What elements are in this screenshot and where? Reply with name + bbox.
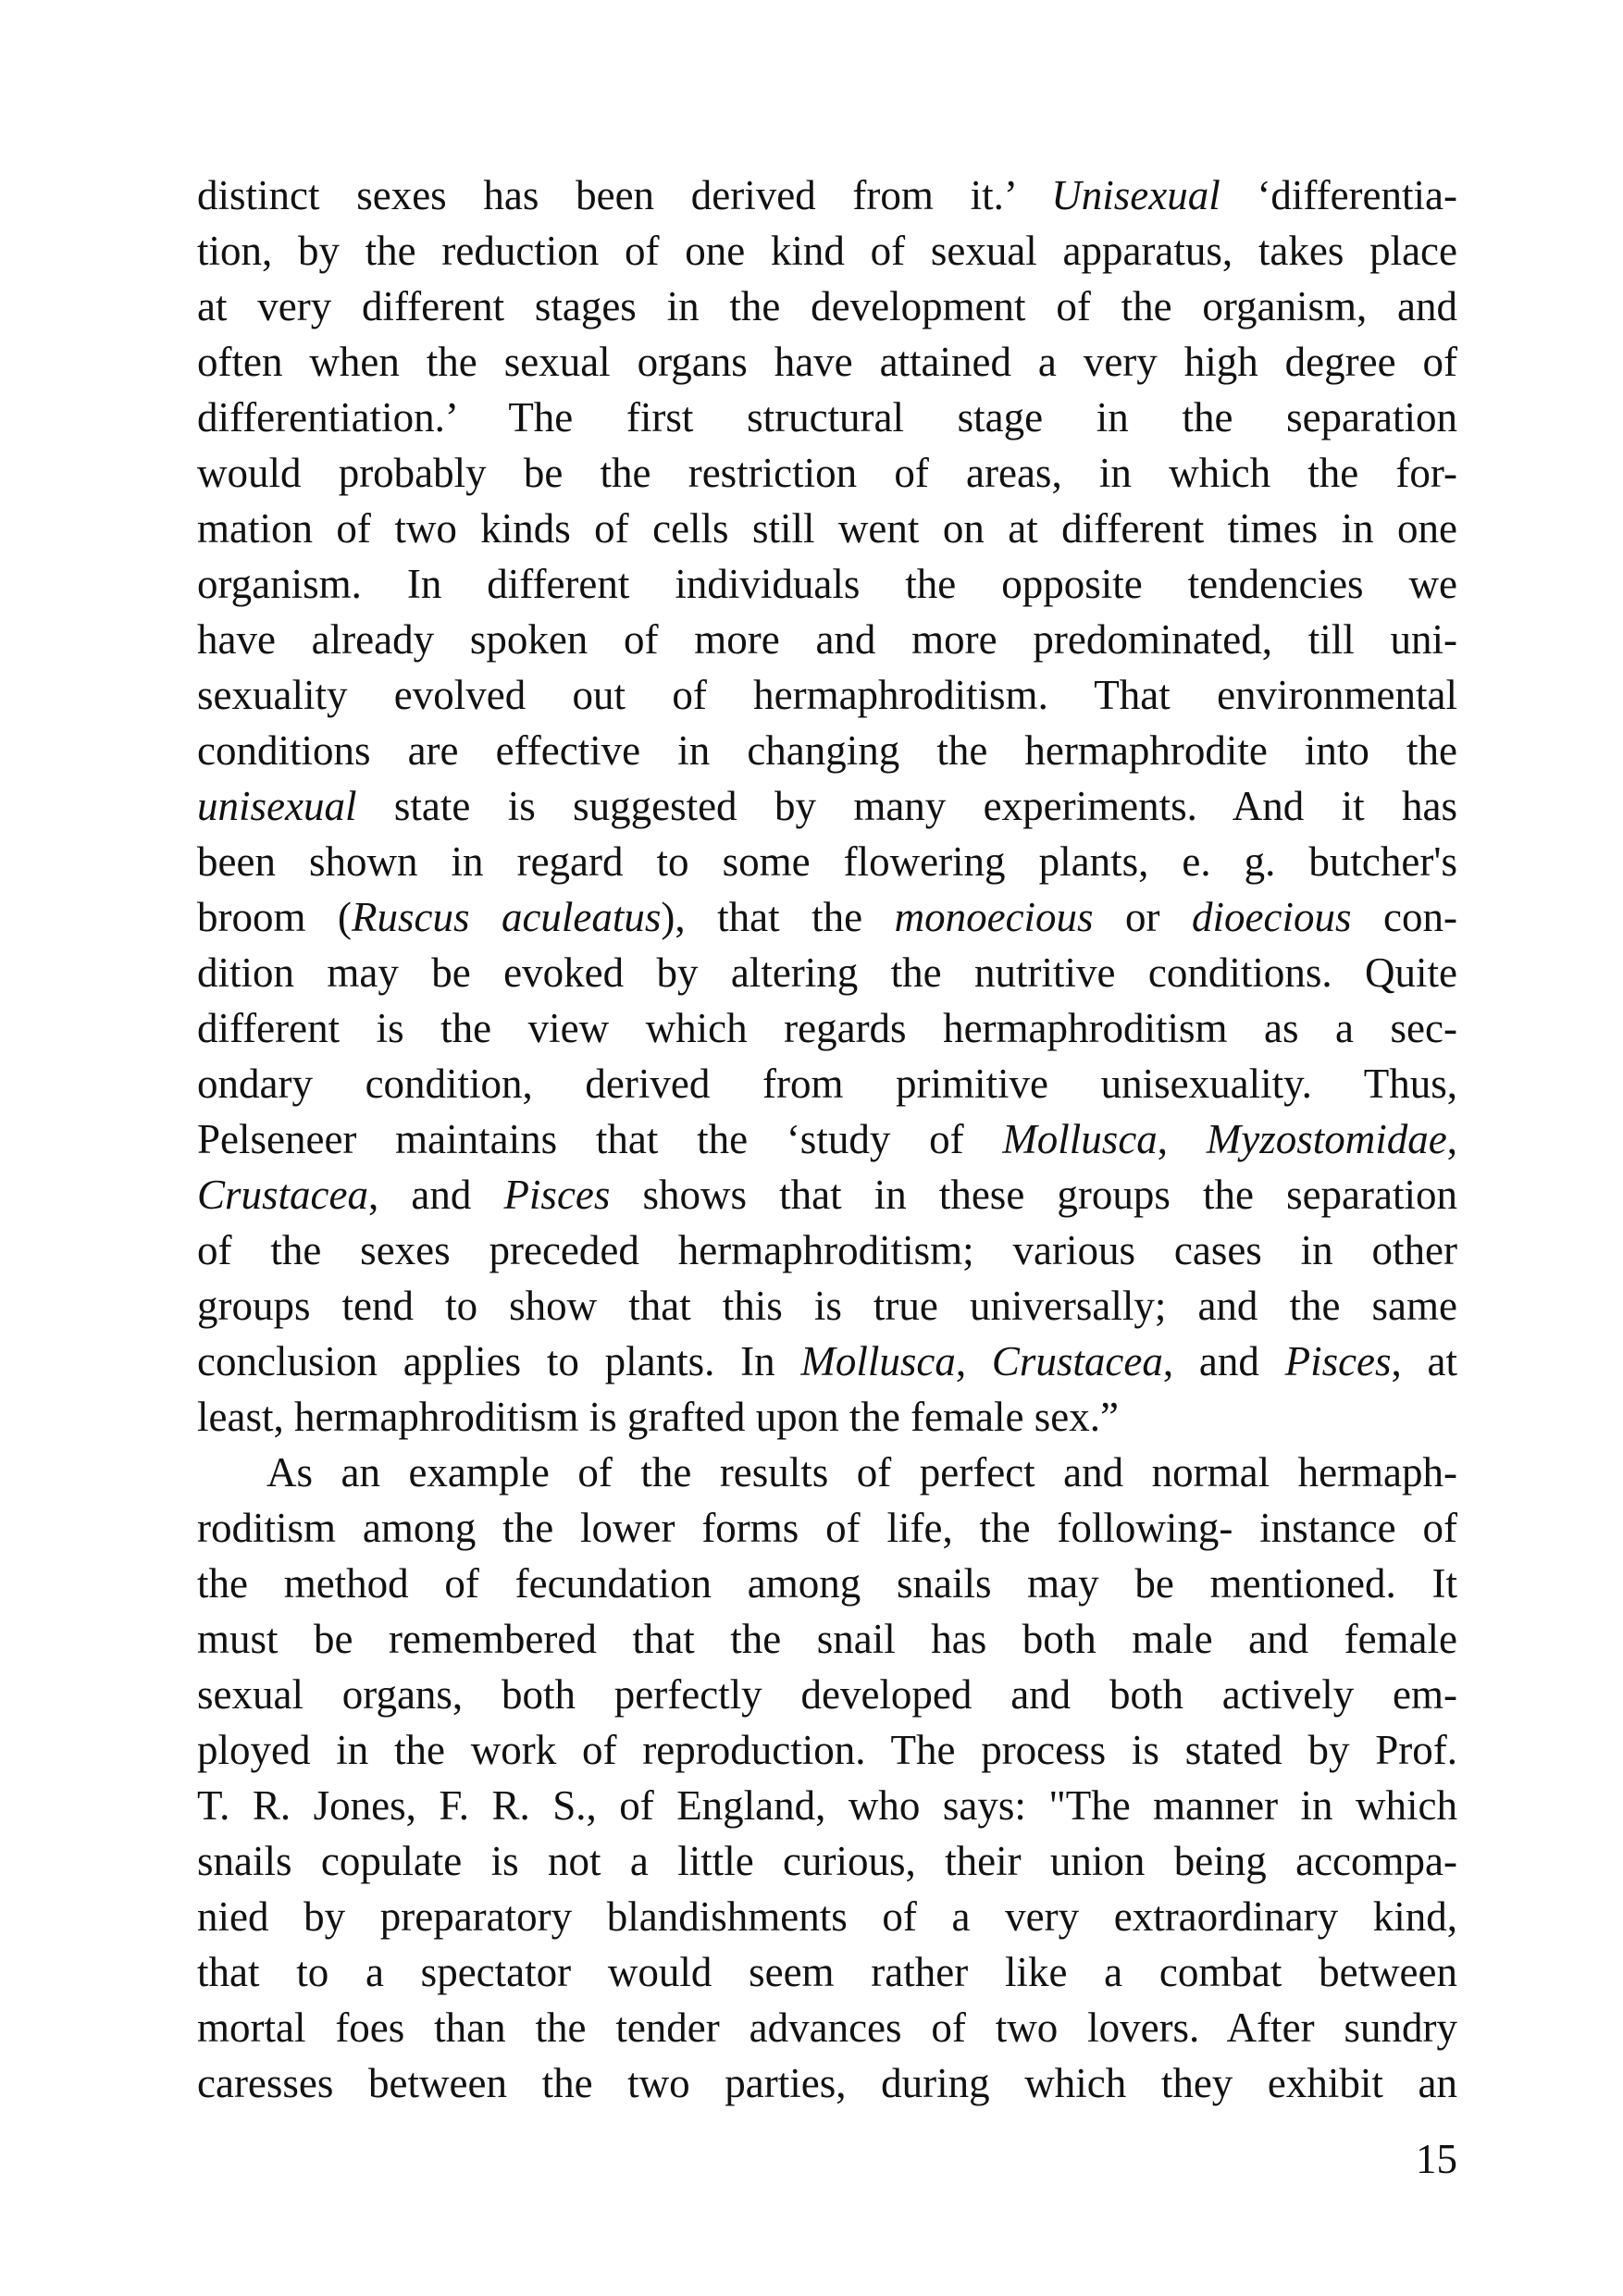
- text-run: conditions are effective in changing the hermaphrodite into the: [197, 727, 1457, 774]
- text-line-content: [197, 723, 1457, 778]
- body-text: [197, 168, 1457, 2111]
- text-line-content: [197, 1833, 1457, 1889]
- text-line-content: [197, 834, 1457, 889]
- text-run: distinct sexes has been derived from it.’: [197, 172, 1052, 218]
- text-line: [197, 612, 1457, 667]
- italic-term: Ruscus aculeatus: [351, 894, 662, 940]
- text-line-content: [197, 2000, 1457, 2055]
- italic-term: Unisexual: [1051, 172, 1220, 218]
- text-line: [197, 834, 1457, 889]
- text-line-content: [197, 1111, 1457, 1167]
- paragraph-first-line: [197, 1445, 1457, 1500]
- text-line: [197, 1944, 1457, 2000]
- text-line-content: [197, 1167, 1457, 1222]
- text-run: T. R. Jones, F. R. S., of England, who says: "The manner in which: [197, 1782, 1457, 1829]
- text-line: [197, 1611, 1457, 1667]
- text-line: [197, 279, 1457, 334]
- italic-term: dioecious: [1192, 894, 1352, 940]
- text-run: organism. In different individuals the opposite tendencies we: [197, 561, 1457, 607]
- text-line-content: [197, 1556, 1457, 1611]
- italic-term: monoecious: [894, 894, 1094, 940]
- italic-term: Crustacea: [197, 1172, 368, 1218]
- text-line-content: [197, 612, 1457, 667]
- text-run: been shown in regard to some flowering plants, e. g. butcher's: [197, 838, 1457, 885]
- text-line: [197, 445, 1457, 501]
- text-line-content: [266, 1445, 1457, 1500]
- text-line: [197, 1222, 1457, 1278]
- text-line-content: [197, 1778, 1457, 1833]
- text-line-content: [197, 501, 1457, 556]
- text-line-content: [197, 1222, 1457, 1278]
- text-line: [197, 1500, 1457, 1556]
- text-run: sexuality evolved out of hermaphroditism. That environmental: [197, 672, 1457, 718]
- text-run: the method of fecundation among snails may be mentioned. It: [197, 1560, 1457, 1607]
- italic-term: Pisces: [503, 1172, 611, 1218]
- text-run: at very different stages in the development of the organism, and: [197, 283, 1457, 329]
- text-run: ‘differentia-: [1220, 172, 1457, 218]
- text-line-content: [197, 279, 1457, 334]
- text-line-content: [197, 1056, 1457, 1111]
- text-line-content: [197, 945, 1457, 1000]
- italic-term: Pisces: [1284, 1338, 1392, 1384]
- italic-term: unisexual: [197, 783, 357, 829]
- text-run: , and: [368, 1172, 504, 1218]
- text-run: , at: [1391, 1338, 1458, 1384]
- text-line: [197, 667, 1457, 723]
- text-line-content: [197, 1278, 1457, 1334]
- text-run: state is suggested by many experiments. And it has: [356, 783, 1457, 829]
- italic-term: Mollusca: [1002, 1116, 1158, 1162]
- text-run: or: [1093, 894, 1193, 940]
- text-line: [197, 223, 1457, 279]
- text-run: have already spoken of more and more predominated, till uni-: [197, 616, 1457, 663]
- text-line: [197, 723, 1457, 778]
- text-line: [197, 1667, 1457, 1722]
- text-line: [197, 334, 1457, 390]
- text-line-content: [197, 556, 1457, 612]
- text-line: [197, 1778, 1457, 1833]
- text-run: mation of two kinds of cells still went on at different times in one: [197, 505, 1457, 552]
- text-run: nied by preparatory blandishments of a very extraordinary kind,: [197, 1893, 1457, 1940]
- text-line: [197, 1167, 1457, 1222]
- text-line-content: [197, 223, 1457, 279]
- text-line: [197, 1722, 1457, 1778]
- text-line-content: [197, 889, 1457, 945]
- text-line-content: [197, 1000, 1457, 1056]
- text-line: [197, 556, 1457, 612]
- text-run: mortal foes than the tender advances of two lovers. After sundry: [197, 2004, 1457, 2051]
- text-run: ,: [1446, 1116, 1458, 1162]
- text-run: dition may be evoked by altering the nutritive conditions. Quite: [197, 949, 1457, 996]
- text-run: would probably be the restriction of areas, in which the for-: [197, 450, 1457, 496]
- text-line-content: [197, 1667, 1457, 1722]
- text-run: ondary condition, derived from primitive unisexuality. Thus,: [197, 1061, 1457, 1107]
- text-line-content: [197, 390, 1457, 445]
- text-line: [197, 1389, 1457, 1445]
- text-line: [197, 1334, 1457, 1389]
- text-run: ,: [955, 1338, 992, 1384]
- text-run: broom (: [197, 894, 352, 940]
- text-line-content: [197, 1500, 1457, 1556]
- text-line: [197, 1833, 1457, 1889]
- text-run: roditism among the lower forms of life, the following- instance of: [197, 1505, 1457, 1551]
- text-line-content: [197, 1611, 1457, 1667]
- text-line-content: [197, 1389, 1457, 1445]
- text-run: con-: [1351, 894, 1457, 940]
- text-line: [197, 778, 1457, 834]
- text-line-content: [197, 334, 1457, 390]
- text-run: As an example of the results of perfect and normal hermaph-: [266, 1449, 1457, 1496]
- text-run: sexual organs, both perfectly developed and both actively em-: [197, 1671, 1457, 1718]
- italic-term: Crustacea: [991, 1338, 1163, 1384]
- text-run: ,: [1157, 1116, 1207, 1162]
- text-run: of the sexes preceded hermaphroditism; various cases in other: [197, 1227, 1457, 1273]
- text-run: , and: [1162, 1338, 1285, 1384]
- text-line: [197, 1278, 1457, 1334]
- text-line: [197, 1056, 1457, 1111]
- italic-term: Myzostomidae: [1206, 1116, 1447, 1162]
- text-line-content: [197, 1722, 1457, 1778]
- page-number: 15: [1416, 2136, 1457, 2182]
- text-run: Pelseneer maintains that the ‘study of: [197, 1116, 1003, 1162]
- text-line: [197, 1556, 1457, 1611]
- text-line: [197, 168, 1457, 223]
- text-run: ), that the: [661, 894, 895, 940]
- text-line-content: [197, 2055, 1457, 2111]
- text-run: conclusion applies to plants. In: [197, 1338, 801, 1384]
- text-line: [197, 889, 1457, 945]
- text-run: caresses between the two parties, during which they exhibit an: [197, 2060, 1457, 2106]
- text-line-content: [197, 445, 1457, 501]
- text-line: [197, 1889, 1457, 1944]
- text-run: often when the sexual organs have attained a very high degree of: [197, 339, 1457, 385]
- text-line-content: [197, 168, 1457, 223]
- text-run: ployed in the work of reproduction. The process is stated by Prof.: [197, 1727, 1457, 1773]
- text-line: [197, 501, 1457, 556]
- text-run: must be remembered that the snail has both male and female: [197, 1616, 1457, 1662]
- text-run: different is the view which regards hermaphroditism as a sec-: [197, 1005, 1457, 1051]
- text-run: differentiation.’ The first structural stage in the separation: [197, 394, 1457, 441]
- text-run: that to a spectator would seem rather like a combat between: [197, 1949, 1457, 1995]
- text-run: shows that in these groups the separation: [610, 1172, 1457, 1218]
- italic-term: Mollusca: [800, 1338, 956, 1384]
- text-line: [197, 945, 1457, 1000]
- text-run: groups tend to show that this is true universally; and the same: [197, 1283, 1457, 1329]
- text-run: snails copulate is not a little curious, their union being accompa-: [197, 1838, 1457, 1884]
- text-line-content: [197, 1334, 1457, 1389]
- text-line-content: [197, 778, 1457, 834]
- text-run: tion, by the reduction of one kind of sexual apparatus, takes place: [197, 228, 1457, 274]
- text-line: [197, 1000, 1457, 1056]
- text-line-content: [197, 1889, 1457, 1944]
- text-line: [197, 2055, 1457, 2111]
- text-line-content: [197, 1944, 1457, 2000]
- text-line: [197, 2000, 1457, 2055]
- text-line: [197, 1111, 1457, 1167]
- text-run: least, hermaphroditism is grafted upon the female sex.”: [197, 1394, 1119, 1440]
- text-line-content: [197, 667, 1457, 723]
- text-line: [197, 390, 1457, 445]
